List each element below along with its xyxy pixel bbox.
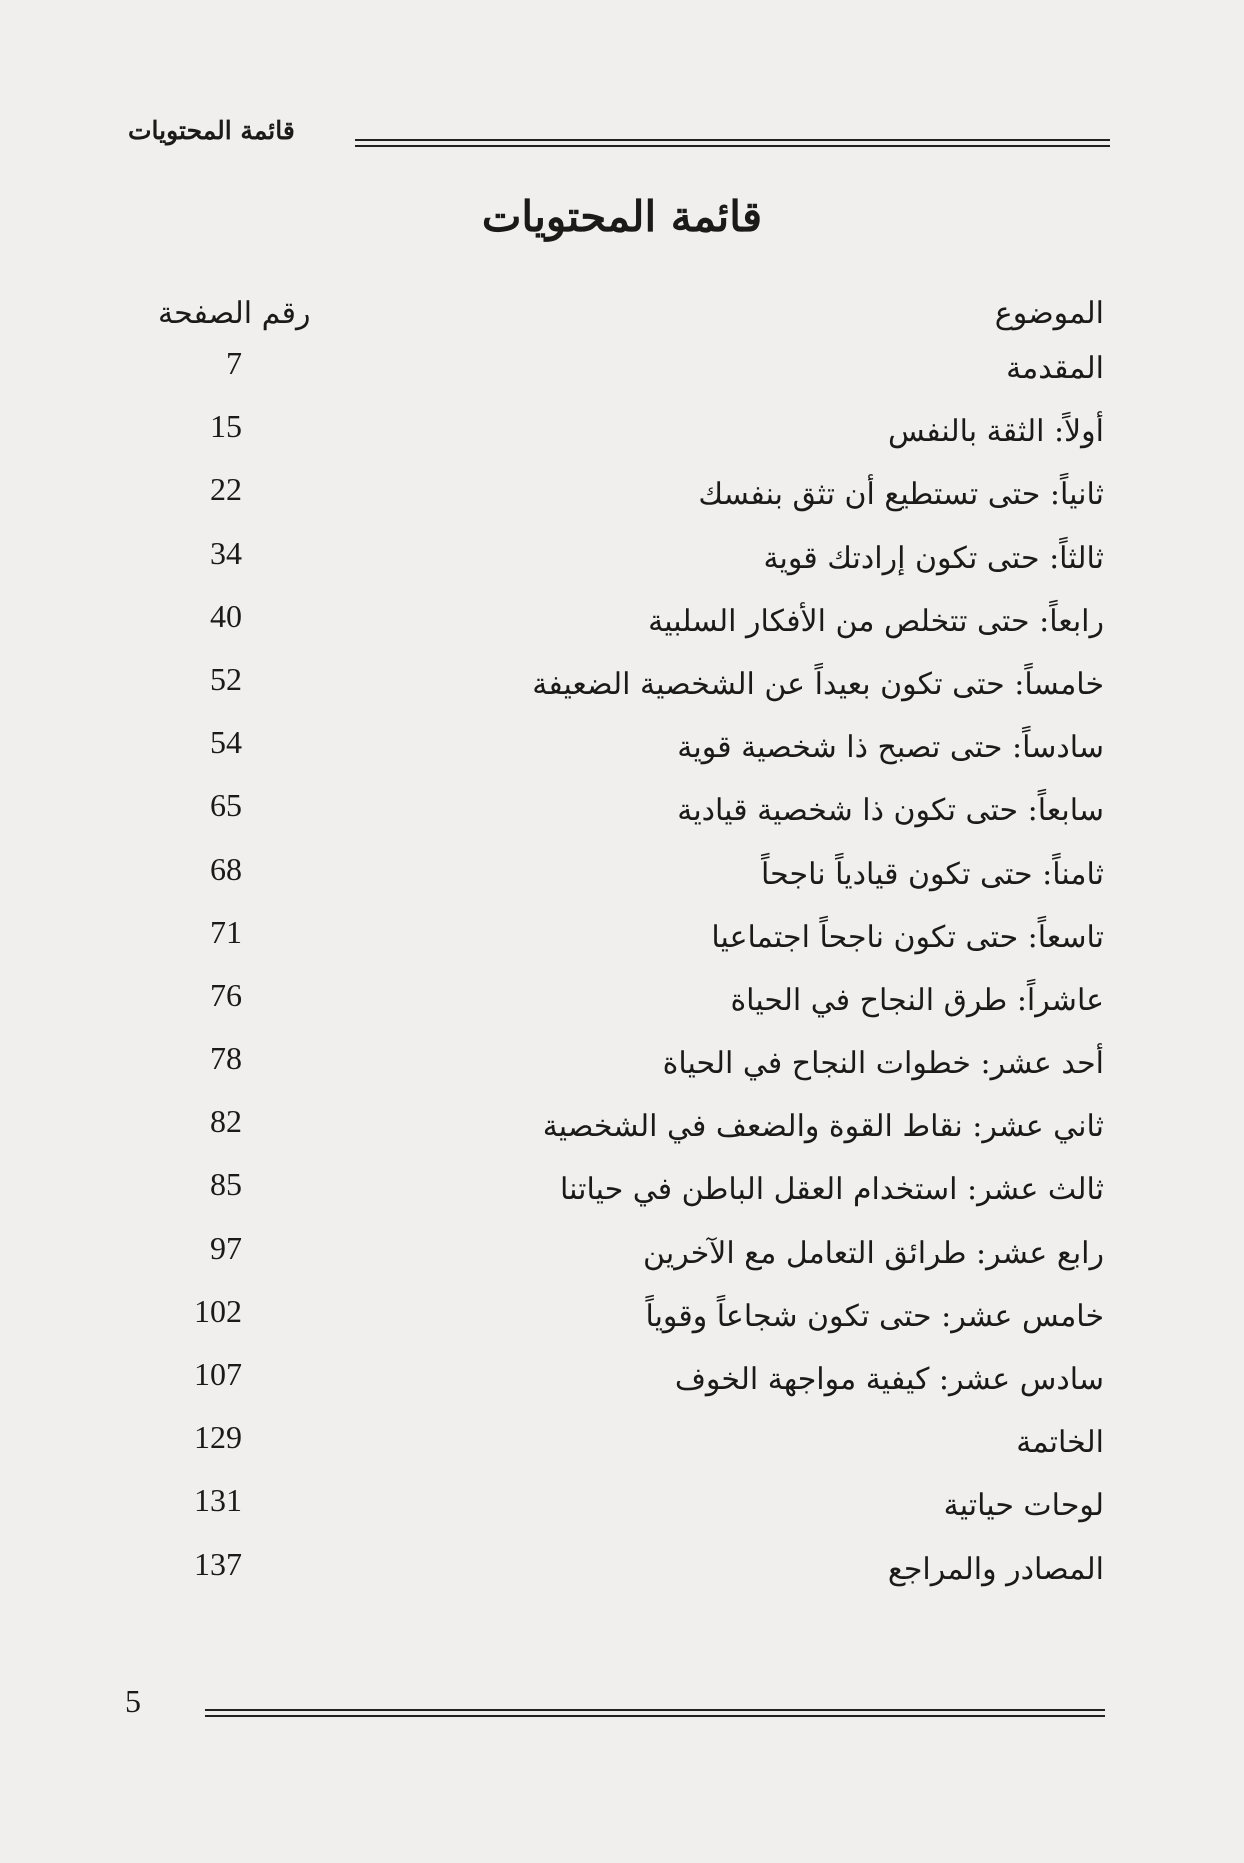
- toc-entry-title: عاشراً: طرق النجاح في الحياة: [730, 982, 1104, 1018]
- toc-entry-page: 52: [210, 660, 242, 697]
- toc-entry-page: 7: [226, 345, 242, 381]
- toc-entry-title: ثالثاً: حتى تكون إرادتك قوية: [763, 540, 1104, 576]
- toc-entry: [150, 787, 1104, 850]
- toc-entry-page: 22: [210, 471, 242, 508]
- toc-entry-page: 129: [194, 1419, 242, 1456]
- toc-entry-page: 85: [210, 1166, 242, 1203]
- toc-entry-title: ثامناً: حتى تكون قيادياً ناجحاً: [761, 856, 1104, 892]
- toc-entry-page: 137: [194, 1545, 242, 1582]
- toc-entry-title: المصادر والمراجع: [887, 1551, 1104, 1587]
- toc-entry-page: 97: [210, 1229, 242, 1266]
- toc-entry: [150, 1166, 1104, 1229]
- toc-entry-page: 65: [210, 787, 242, 824]
- toc-entry: [150, 661, 1104, 724]
- page-title: قائمة المحتويات: [481, 192, 763, 241]
- toc-entry: [150, 1419, 1104, 1482]
- header-rule: [355, 139, 1110, 141]
- toc-entry-title: ثالث عشر: استخدام العقل الباطن في حياتنا: [559, 1172, 1104, 1208]
- toc-entry-title: أولاً: الثقة بالنفس: [887, 414, 1104, 450]
- toc-entry: [150, 598, 1104, 661]
- toc-entry-title: سادس عشر: كيفية مواجهة الخوف: [674, 1362, 1104, 1397]
- toc-entry-title: الخاتمة: [1016, 1425, 1104, 1461]
- toc-entry-title: رابع عشر: طرائق التعامل مع الآخرين: [643, 1235, 1104, 1271]
- toc-entry-title: أحد عشر: خطوات النجاح في الحياة: [662, 1046, 1104, 1082]
- toc-entry-page: 102: [194, 1292, 242, 1329]
- topic-column-header: الموضوع: [994, 296, 1104, 331]
- toc-entry-page: 54: [210, 724, 242, 761]
- toc-entry: [150, 1482, 1104, 1545]
- page-number: 5: [125, 1683, 141, 1719]
- toc-entry-title: ثانياً: حتى تستطيع أن تثق بنفسك: [698, 477, 1104, 513]
- toc-entry-page: 82: [210, 1103, 242, 1140]
- toc-entry-title: ثاني عشر: نقاط القوة والضعف في الشخصية: [542, 1109, 1104, 1145]
- footer-rule: [205, 1709, 1105, 1711]
- toc-entry: [150, 1293, 1104, 1356]
- toc-entry-title: سابعاً: حتى تكون ذا شخصية قيادية: [677, 793, 1104, 829]
- toc-entry-title: تاسعاً: حتى تكون ناجحاً اجتماعيا: [711, 919, 1104, 955]
- toc-entry: [150, 345, 1104, 408]
- toc-entry-title: لوحات حياتية: [943, 1488, 1104, 1524]
- toc-entry-title: المقدمة: [1006, 351, 1104, 386]
- toc-entry-page: 131: [194, 1482, 242, 1519]
- toc-entry: [150, 408, 1104, 471]
- toc-entry: [150, 977, 1104, 1040]
- toc-entry-title: رابعاً: حتى تتخلص من الأفكار السلبية: [648, 603, 1104, 639]
- toc-entry-page: 78: [210, 1040, 242, 1077]
- toc-entry-title: خامساً: حتى تكون بعيداً عن الشخصية الضعيفة: [532, 666, 1104, 702]
- running-header: قائمة المحتويات: [128, 116, 295, 145]
- toc-entry-page: 76: [210, 976, 242, 1013]
- toc-entry: [150, 535, 1104, 598]
- toc-entry-page: 71: [210, 913, 242, 950]
- toc-entry-page: 15: [210, 408, 242, 445]
- toc-entry: [150, 914, 1104, 977]
- toc-entry: [150, 1546, 1104, 1609]
- toc-entry: [150, 1230, 1104, 1293]
- toc-entry-title: سادساً: حتى تصبح ذا شخصية قوية: [677, 730, 1104, 766]
- page-column-header: رقم الصفحة: [158, 296, 311, 331]
- table-of-contents: [150, 345, 1104, 1609]
- toc-entry-page: 68: [210, 850, 242, 887]
- toc-entry-page: 107: [194, 1356, 242, 1392]
- toc-entry: [150, 1103, 1104, 1166]
- toc-entry: [150, 471, 1104, 534]
- toc-entry-page: 40: [210, 597, 242, 634]
- toc-entry-title: خامس عشر: حتى تكون شجاعاً وقوياً: [645, 1298, 1104, 1334]
- toc-entry-page: 34: [210, 534, 242, 571]
- toc-entry: [150, 851, 1104, 914]
- toc-entry: [150, 1356, 1104, 1419]
- toc-entry: [150, 724, 1104, 787]
- toc-entry: [150, 1040, 1104, 1103]
